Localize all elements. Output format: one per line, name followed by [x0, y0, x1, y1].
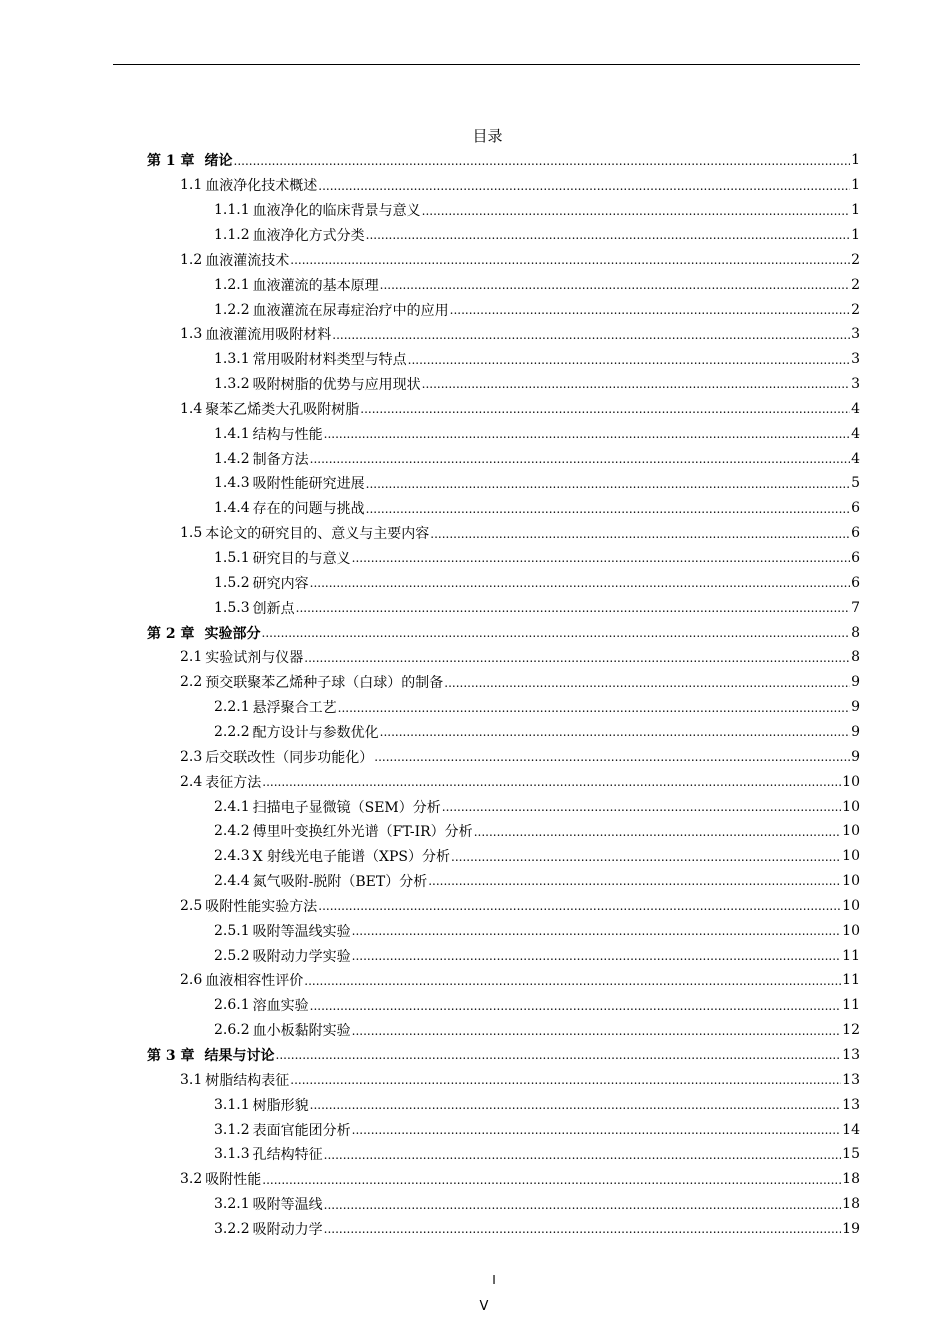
toc-entry-page: 2 [851, 301, 860, 318]
toc-entry-page: 11 [842, 997, 860, 1014]
toc-entry-number: 1.3 [180, 326, 203, 343]
toc-dot-leader [324, 1198, 842, 1217]
toc-entry-number: 2.5.2 [214, 947, 250, 964]
toc-entry-title: 血液灌流在尿毒症治疗中的应用 [252, 302, 449, 319]
toc-entry-title: 常用吸附材料类型与特点 [252, 352, 407, 369]
toc-entry[interactable] [180, 968, 860, 993]
toc-entry[interactable] [214, 471, 860, 496]
toc-entry[interactable] [214, 570, 860, 595]
toc-entry-page: 11 [842, 972, 860, 989]
toc-entry-page: 13 [842, 1071, 860, 1088]
toc-dot-leader [310, 576, 850, 595]
toc-entry-title: 血小板黏附实验 [252, 1023, 351, 1040]
toc-entry-number: 1.4.4 [214, 500, 250, 517]
toc-entry-number: 3.2.1 [214, 1196, 250, 1213]
toc-dot-leader [290, 1073, 841, 1092]
toc-entry[interactable] [214, 595, 860, 620]
toc-entry[interactable] [214, 1217, 860, 1242]
toc-entry-page: 1 [851, 202, 860, 219]
toc-entry[interactable] [147, 148, 860, 173]
toc-entry-page: 9 [851, 748, 860, 765]
toc-entry-number: 2.4.2 [214, 823, 250, 840]
toc-entry-number: 3.1.1 [214, 1096, 250, 1113]
toc-entry[interactable] [180, 247, 860, 272]
toc-entry-title: 血液净化方式分类 [252, 227, 365, 244]
toc-entry-number: 1.1.2 [214, 226, 250, 243]
toc-entry-page: 3 [851, 326, 860, 343]
toc-dot-leader [474, 825, 841, 844]
toc-entry-page: 11 [842, 947, 860, 964]
toc-entry[interactable] [180, 322, 860, 347]
toc-entry[interactable] [180, 397, 860, 422]
toc-entry-title: 吸附动力学 [252, 1221, 323, 1238]
toc-entry-title: 实验部分 [204, 625, 261, 642]
toc-entry-page: 1 [851, 152, 860, 169]
page-number-mark: V [479, 1299, 489, 1314]
toc-entry-title: 血液净化的临床背景与意义 [252, 203, 421, 220]
toc-entry[interactable] [214, 546, 860, 571]
toc-entry[interactable] [180, 744, 860, 769]
toc-entry-page: 14 [842, 1121, 860, 1138]
toc-entry-title: 吸附等温线实验 [252, 923, 351, 940]
toc-entry-title: 研究目的与意义 [252, 551, 351, 568]
toc-entry[interactable] [214, 869, 860, 894]
toc-entry-number: 1.3.2 [214, 376, 250, 393]
toc-entry-number: 2.4.3 [214, 848, 250, 865]
toc-entry-page: 18 [842, 1171, 860, 1188]
toc-entry[interactable] [214, 372, 860, 397]
toc-entry-number: 第 1 章 [147, 153, 195, 170]
toc-dot-leader [352, 1024, 842, 1043]
toc-entry-title: 血液灌流技术 [205, 252, 290, 269]
toc-entry-page: 10 [842, 823, 860, 840]
toc-entry[interactable] [214, 1117, 860, 1142]
toc-entry[interactable] [214, 347, 860, 372]
toc-entry-number: 2.4.1 [214, 798, 250, 815]
toc-entry[interactable] [214, 918, 860, 943]
toc-title: 目录 [472, 127, 503, 145]
toc-dot-leader [318, 899, 841, 918]
toc-dot-leader [304, 651, 850, 670]
toc-entry-number: 2.4.4 [214, 873, 250, 890]
toc-dot-leader [318, 179, 850, 198]
toc-entry-page: 13 [842, 1096, 860, 1113]
toc-entry-title: 树脂形貌 [252, 1097, 309, 1114]
toc-entry[interactable] [214, 1092, 860, 1117]
toc-entry-page: 4 [851, 400, 860, 417]
toc-entry[interactable] [214, 446, 860, 471]
toc-entry-page: 9 [851, 723, 860, 740]
toc-entry-page: 13 [842, 1047, 860, 1064]
toc-entry-page: 10 [842, 773, 860, 790]
toc-entry-page: 10 [842, 848, 860, 865]
toc-entry-page: 8 [851, 624, 860, 641]
toc-entry-title: 研究内容 [252, 575, 309, 592]
toc-entry-page: 15 [842, 1146, 860, 1163]
toc-entry[interactable] [147, 620, 860, 645]
toc-entry-title: 实验试剂与仪器 [205, 650, 304, 667]
toc-entry-page: 5 [851, 475, 860, 492]
toc-entry-title: 创新点 [252, 600, 295, 617]
toc-entry-page: 3 [851, 376, 860, 393]
toc-entry-title: 扫描电子显微镜（SEM）分析 [252, 799, 441, 816]
toc-dot-leader [444, 676, 850, 695]
toc-dot-leader [422, 204, 850, 223]
page-number-roman: I [492, 1273, 496, 1287]
toc-entry-title: 吸附性能 [205, 1172, 262, 1189]
toc-entry-title: 表面官能团分析 [252, 1122, 351, 1139]
toc-entry[interactable] [214, 720, 860, 745]
toc-dot-leader [324, 427, 850, 446]
toc-entry-page: 8 [851, 649, 860, 666]
toc-entry-number: 1.4 [180, 400, 203, 417]
toc-entry-title: 绪论 [204, 153, 233, 170]
toc-entry[interactable] [180, 670, 860, 695]
toc-entry-title: 氮气吸附-脱附（BET）分析 [252, 874, 428, 891]
toc-entry[interactable] [214, 993, 860, 1018]
toc-entry[interactable] [214, 496, 860, 521]
toc-entry[interactable] [214, 1142, 860, 1167]
toc-entry-number: 1.4.2 [214, 450, 250, 467]
toc-entry-page: 6 [851, 550, 860, 567]
toc-entry-title: 配方设计与参数优化 [252, 724, 379, 741]
toc-entry-page: 18 [842, 1196, 860, 1213]
toc-entry-page: 7 [851, 599, 860, 616]
toc-entry-title: 孔结构特征 [252, 1147, 323, 1164]
toc-entry-number: 3.1.2 [214, 1121, 250, 1138]
toc-entry[interactable] [214, 198, 860, 223]
toc-entry[interactable] [214, 794, 860, 819]
toc-entry[interactable] [214, 1018, 860, 1043]
toc-entry-title: 聚苯乙烯类大孔吸附树脂 [205, 401, 360, 418]
toc-entry-page: 10 [842, 873, 860, 890]
toc-entry[interactable] [180, 645, 860, 670]
toc-entry-title: 吸附动力学实验 [252, 948, 351, 965]
toc-entry-number: 2.3 [180, 748, 203, 765]
toc-entry-number: 2.1 [180, 649, 203, 666]
toc-entry[interactable] [214, 297, 860, 322]
toc-dot-leader [352, 949, 842, 968]
toc-entry-number: 2.5.1 [214, 922, 250, 939]
toc-dot-leader [442, 800, 841, 819]
toc-entry-number: 2.2.2 [214, 723, 250, 740]
toc-dot-leader [380, 725, 850, 744]
toc-entry-number: 3.1.3 [214, 1146, 250, 1163]
toc-entry-number: 1.5.3 [214, 599, 250, 616]
toc-entry-title: 存在的问题与挑战 [252, 501, 365, 518]
toc-dot-leader [324, 1222, 842, 1241]
toc-entry-title: 吸附等温线 [252, 1197, 323, 1214]
toc-dot-leader [324, 1148, 842, 1167]
toc-dot-leader [352, 551, 850, 570]
toc-dot-leader [352, 1123, 842, 1142]
toc-dot-leader [310, 999, 842, 1018]
toc-entry-number: 1.2.2 [214, 301, 250, 318]
toc-entry-number: 第 3 章 [147, 1048, 195, 1065]
toc-entry[interactable] [214, 943, 860, 968]
toc-entry-page: 1 [851, 226, 860, 243]
toc-entry-number: 1.2 [180, 251, 203, 268]
toc-entry[interactable] [180, 521, 860, 546]
toc-dot-leader [360, 402, 850, 421]
toc-dot-leader [338, 701, 850, 720]
toc-entry-number: 1.1.1 [214, 202, 250, 219]
toc-entry-number: 2.6 [180, 972, 203, 989]
toc-dot-leader [310, 1098, 842, 1117]
toc-dot-leader [262, 626, 851, 645]
toc-dot-leader [262, 775, 841, 794]
toc-entry[interactable] [180, 173, 860, 198]
toc-dot-leader [430, 527, 850, 546]
toc-entry-number: 1.1 [180, 177, 203, 194]
toc-entry-title: 溶血实验 [252, 998, 309, 1015]
toc-entry-page: 2 [851, 276, 860, 293]
toc-entry-number: 2.2.1 [214, 699, 250, 716]
toc-entry[interactable] [214, 819, 860, 844]
toc-entry[interactable] [180, 894, 860, 919]
toc-entry-title: 制备方法 [252, 451, 309, 468]
toc-entry-title: X 射线光电子能谱（XPS）分析 [252, 849, 451, 866]
toc-entry[interactable] [214, 272, 860, 297]
toc-entry-title: 吸附性能实验方法 [205, 898, 318, 915]
toc-entry-number: 2.2 [180, 674, 203, 691]
toc-dot-leader [366, 477, 850, 496]
header-rule [113, 64, 860, 65]
toc-dot-leader [352, 924, 842, 943]
toc-entry-number: 1.5.1 [214, 550, 250, 567]
toc-dot-leader [304, 974, 841, 993]
toc-entry-number: 1.5 [180, 525, 203, 542]
toc-entry[interactable] [147, 1043, 860, 1068]
toc-entry-number: 1.4.3 [214, 475, 250, 492]
toc-entry-title: 血液灌流的基本原理 [252, 277, 379, 294]
toc-entry-number: 第 2 章 [147, 625, 195, 642]
toc-entry[interactable] [214, 844, 860, 869]
toc-entry-page: 19 [842, 1220, 860, 1237]
toc-dot-leader [380, 278, 850, 297]
toc-entry-page: 2 [851, 251, 860, 268]
toc-entry-page: 6 [851, 574, 860, 591]
toc-entry-page: 10 [842, 922, 860, 939]
toc-entry-title: 悬浮聚合工艺 [252, 700, 337, 717]
toc-dot-leader [276, 1048, 842, 1067]
toc-entry-title: 树脂结构表征 [205, 1072, 290, 1089]
toc-entry-title: 结果与讨论 [204, 1048, 275, 1065]
toc-entry-title: 吸附性能研究进展 [252, 476, 365, 493]
toc-entry[interactable] [180, 769, 860, 794]
toc-entry-title: 血液相容性评价 [205, 973, 304, 990]
toc-dot-leader [366, 228, 850, 247]
toc-entry-title: 血液灌流用吸附材料 [205, 327, 332, 344]
toc-entry-title: 血液净化技术概述 [205, 178, 318, 195]
toc-entry-title: 吸附树脂的优势与应用现状 [252, 377, 421, 394]
toc-dot-leader [450, 303, 850, 322]
toc-entry-title: 傅里叶变换红外光谱（FT-IR）分析 [252, 824, 473, 841]
toc-entry-number: 2.5 [180, 897, 203, 914]
toc-dot-leader [366, 502, 850, 521]
toc-entry[interactable] [214, 695, 860, 720]
toc-dot-leader [428, 874, 841, 893]
toc-entry-page: 10 [842, 798, 860, 815]
toc-dot-leader [296, 601, 850, 620]
toc-entry-number: 1.4.1 [214, 425, 250, 442]
toc-entry-page: 4 [851, 425, 860, 442]
toc-dot-leader [290, 253, 850, 272]
toc-entry[interactable] [180, 1167, 860, 1192]
toc-dot-leader [332, 328, 850, 347]
toc-entry-number: 3.2.2 [214, 1220, 250, 1237]
toc-dot-leader [310, 452, 850, 471]
toc-entry[interactable] [214, 223, 860, 248]
toc-entry[interactable] [214, 421, 860, 446]
toc-dot-leader [234, 154, 851, 173]
toc-dot-leader [408, 353, 850, 372]
toc-entry-page: 6 [851, 500, 860, 517]
toc-entry-title: 表征方法 [205, 774, 262, 791]
toc-entry-page: 6 [851, 525, 860, 542]
toc-entry-number: 3.2 [180, 1171, 203, 1188]
toc-entry-title: 结构与性能 [252, 426, 323, 443]
toc-dot-leader [451, 850, 841, 869]
toc-entry[interactable] [180, 1067, 860, 1092]
toc-dot-leader [374, 750, 850, 769]
toc-entry-page: 9 [851, 699, 860, 716]
toc-entry-title: 预交联聚苯乙烯种子球（白球）的制备 [205, 675, 444, 692]
toc-entry-page: 10 [842, 897, 860, 914]
toc-entry-title: 本论文的研究目的、意义与主要内容 [205, 526, 430, 543]
toc-entry-page: 4 [851, 450, 860, 467]
toc-entry-number: 1.5.2 [214, 574, 250, 591]
toc-entry-page: 9 [851, 674, 860, 691]
toc-entry-number: 1.3.1 [214, 351, 250, 368]
toc-entry-number: 2.6.2 [214, 1022, 250, 1039]
toc-entry-number: 3.1 [180, 1071, 203, 1088]
toc-entry-page: 1 [851, 177, 860, 194]
toc-entry[interactable] [214, 1192, 860, 1217]
toc-dot-leader [262, 1173, 841, 1192]
toc-entry-page: 3 [851, 351, 860, 368]
toc-entry-page: 12 [842, 1022, 860, 1039]
toc-entry-number: 2.4 [180, 773, 203, 790]
toc-dot-leader [422, 377, 850, 396]
toc-entry-number: 2.6.1 [214, 997, 250, 1014]
toc-entry-number: 1.2.1 [214, 276, 250, 293]
toc-entry-title: 后交联改性（同步功能化） [205, 749, 374, 766]
